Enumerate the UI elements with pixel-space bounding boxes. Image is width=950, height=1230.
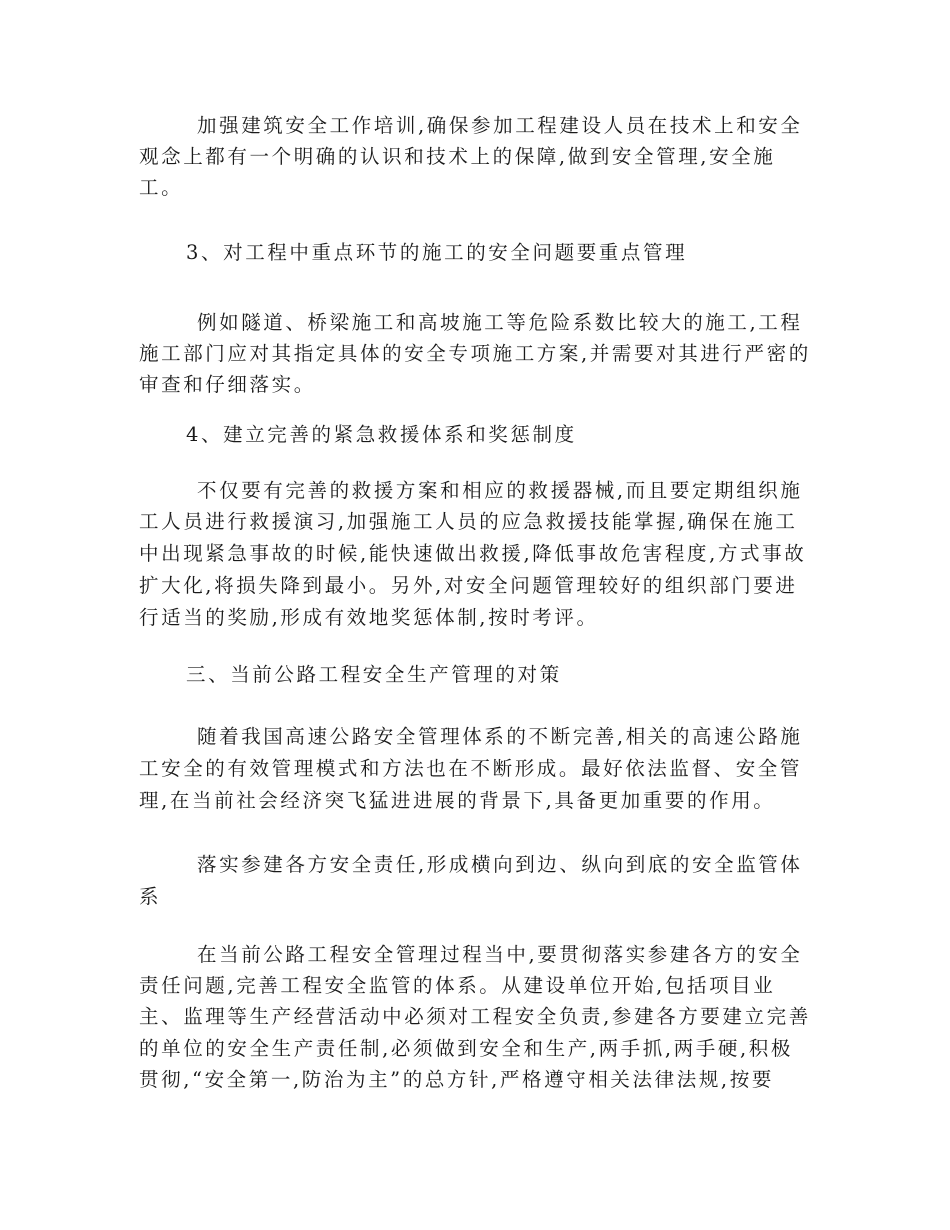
paragraph-line: 不仅要有完善的救援方案和相应的救援器械,而且要定期组织施: [197, 479, 803, 502]
paragraph-line: 中出现紧急事故的时候,能快速做出救援,降低事故危害程度,方式事故: [139, 542, 807, 565]
paragraph-line: 责任问题,完善工程安全监管的体系。从建设单位开始,包括项目业: [139, 974, 776, 997]
paragraph-line: 系: [139, 885, 162, 908]
section-heading: 三、当前公路工程安全生产管理的对策: [186, 663, 562, 686]
paragraph-line: 工。: [139, 176, 184, 199]
paragraph-line: 审查和仔细落实。: [139, 373, 316, 396]
paragraph-line: 扩大化,将损失降到最小。另外,对安全问题管理较好的组织部门要进: [139, 574, 798, 597]
section-heading: 4、建立完善的紧急救援体系和奖惩制度: [186, 423, 577, 446]
section-heading: 3、对工程中重点环节的施工的安全问题要重点管理: [186, 241, 688, 264]
paragraph-line: 行适当的奖励,形成有效地奖惩体制,按时考评。: [139, 606, 599, 629]
paragraph-line: 落实参建各方安全责任,形成横向到边、纵向到底的安全监管体: [197, 853, 803, 876]
paragraph-line: 工安全的有效管理模式和方法也在不断形成。最好依法监督、安全管: [139, 757, 803, 780]
paragraph-line: 理,在当前社会经济突飞猛进进展的背景下,具备更加重要的作用。: [139, 789, 776, 812]
paragraph-line: 主、监理等生产经营活动中必须对工程安全负责,参建各方要建立完善: [139, 1005, 811, 1028]
paragraph-line: 加强建筑安全工作培训,确保参加工程建设人员在技术上和安全: [197, 114, 803, 137]
paragraph-line: 观念上都有一个明确的认识和技术上的保障,做到安全管理,安全施: [139, 145, 776, 168]
paragraph-line: 贯彻,“安全第一,防治为主”的总方针,严格遵守相关法律法规,按要: [139, 1068, 774, 1091]
paragraph-line: 的单位的安全生产责任制,必须做到安全和生产,两手抓,两手硬,积极: [139, 1037, 793, 1060]
paragraph-line: 施工部门应对其指定具体的安全专项施工方案,并需要对其进行严密的: [139, 342, 811, 365]
paragraph-line: 随着我国高速公路安全管理体系的不断完善,相关的高速公路施: [197, 725, 803, 748]
paragraph-line: 例如隧道、桥梁施工和高坡施工等危险系数比较大的施工,工程: [197, 311, 803, 334]
paragraph-line: 工人员进行救援演习,加强施工人员的应急救援技能掌握,确保在施工: [139, 510, 798, 533]
paragraph-line: 在当前公路工程安全管理过程当中,要贯彻落实参建各方的安全: [197, 943, 803, 966]
